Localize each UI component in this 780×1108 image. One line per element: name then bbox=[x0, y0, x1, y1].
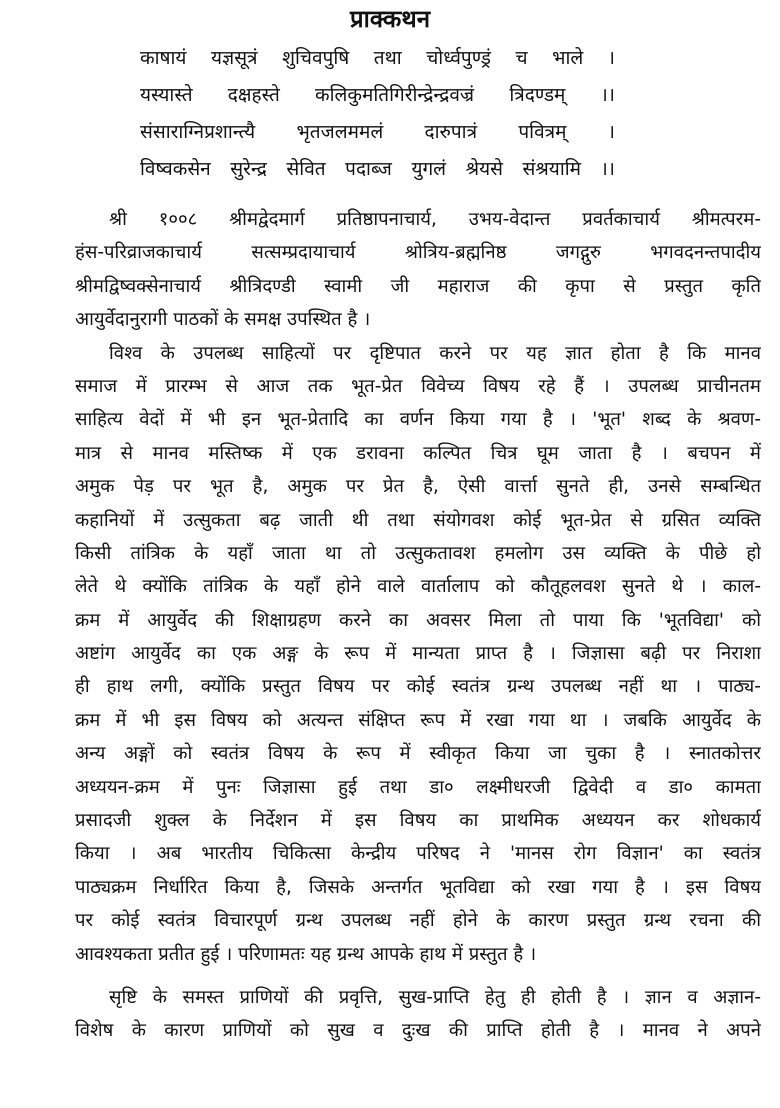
text-line: पर कोई स्वतंत्र विचारपूर्ण ग्रन्थ उपलब्ध नहीं होने के कारण प्रस्तुत ग्रन्थ रचना की bbox=[75, 910, 761, 932]
text-line: किसी तांत्रिक के यहाँ जाता था तो उत्सुकतावश हमलोग उस व्यक्ति के पीछे हो bbox=[75, 542, 761, 564]
verse-line: विष्वकसेन सुरेन्द्र सेवित पदाब्ज युगलं श्रेयसे संश्रयामि ।। bbox=[140, 158, 615, 180]
verse-line: यस्यास्ते दक्षहस्ते कलिकुमतिगिरीन्द्रेन्द्रवज्रं त्रिदण्डम् ।। bbox=[140, 84, 615, 106]
text-line: श्री १००८ श्रीमद्वेदमार्ग प्रतिष्ठापनाचार्य, उभय-वेदान्त प्रवर्तकाचार्य श्रीमत्परम- bbox=[109, 209, 761, 230]
text-line: अमुक पेड़ पर भूत है, अमुक पर प्रेत है, ऐसी वार्त्ता सुनते ही, उनसे सम्बन्धित bbox=[75, 476, 761, 498]
text-line: साहित्य वेदों में भी इन भूत-प्रेतादि का वर्णन किया गया है । 'भूत' शब्द के श्रवण- bbox=[75, 409, 761, 431]
text-line: अध्ययन-क्रम में पुनः जिज्ञासा हुई तथा डा० लक्ष्मीधरजी द्विवेदी व डा० कामता bbox=[75, 776, 761, 798]
text-line: लेते थे क्योंकि तांत्रिक के यहाँ होने वाले वार्तालाप को कौतूहलवश सुनते थे । काल- bbox=[75, 576, 761, 598]
verse-block bbox=[140, 40, 615, 188]
text-line: मात्र से मानव मस्तिष्क में एक डरावना कल्पित चित्र घूम जाता है । बचपन में bbox=[75, 442, 761, 464]
text-line: आयुर्वेदानुरागी पाठकों के समक्ष उपस्थित है । bbox=[75, 309, 371, 331]
verse-line: संसाराग्निप्रशान्त्यै भृतजलममलं दारुपात्रं पवित्रम् । bbox=[140, 121, 615, 143]
text-line: प्रसादजी शुक्ल के निर्देशन में इस विषय का प्राथमिक अध्ययन कर शोधकार्य bbox=[75, 810, 761, 832]
verse-line: काषायं यज्ञसूत्रं शुचिवपुषि तथा चोर्ध्वपुण्ड्रं च भाले । bbox=[140, 47, 615, 69]
text-line: सृष्टि के समस्त प्राणियों की प्रवृत्ति, सुख-प्राप्ति हेतु ही होती है । ज्ञान व अज्ञान- bbox=[109, 986, 761, 1008]
paragraph bbox=[75, 337, 761, 971]
text-line: क्रम में आयुर्वेद की शिक्षाग्रहण करने का अवसर मिला तो पाया कि 'भूतविद्या' को bbox=[75, 609, 761, 631]
text-line: अष्टांग आयुर्वेद का एक अङ्ग के रूप में मान्यता प्राप्त है । जिज्ञासा बढ़ी पर निराशा bbox=[75, 643, 761, 665]
text-line: किया । अब भारतीय चिकित्सा केन्द्रीय परिषद ने 'मानस रोग विज्ञान' का स्वतंत्र bbox=[75, 843, 761, 865]
text-line: क्रम में भी इस विषय को अत्यन्त संक्षिप्त रूप में रखा गया था । जबकि आयुर्वेद के bbox=[75, 709, 761, 731]
text-line: हंस-परिव्राजकाचार्य सत्सम्प्रदायाचार्य श्रोत्रिय-ब्रह्मनिष्ठ जगद्गुरु भगवदनन्तपादीय bbox=[75, 242, 761, 264]
text-line: पाठ्यक्रम निर्धारित किया है, जिसके अन्तर्गत भूतविद्या को रखा गया है । इस विषय bbox=[75, 876, 761, 898]
text-line: समाज में प्रारम्भ से आज तक भूत-प्रेत विवेच्य विषय रहे हैं । उपलब्ध प्राचीनतम bbox=[75, 375, 761, 397]
paragraph-gap bbox=[75, 971, 761, 981]
text-line: आवश्यकता प्रतीत हुई । परिणामतः यह ग्रन्थ आपके हाथ में प्रस्तुत है । bbox=[75, 943, 537, 965]
text-line: विश्व के उपलब्ध साहित्यों पर दृष्टिपात करने पर यह ज्ञात होता है कि मानव bbox=[109, 342, 761, 364]
text-line: ही हाथ लगी, क्योंकि प्रस्तुत विषय पर कोई स्वतंत्र ग्रन्थ उपलब्ध नहीं था । पाठ्य- bbox=[75, 676, 761, 698]
paragraph bbox=[75, 981, 761, 1048]
text-line: कहानियों में उत्सुकता बढ़ जाती थी तथा संयोगवश कोई भूत-प्रेत से ग्रसित व्यक्ति bbox=[75, 509, 761, 531]
text-line: विशेष के कारण प्राणियों को सुख व दुःख की प्राप्ति होती है । मानव ने अपने bbox=[75, 1020, 761, 1042]
page-title: प्राक्कथन bbox=[349, 5, 431, 33]
body-text bbox=[75, 203, 761, 1048]
paragraph bbox=[75, 203, 761, 337]
text-line: अन्य अङ्गों को स्वतंत्र विषय के रूप में स्वीकृत किया जा चुका है । स्नातकोत्तर bbox=[75, 743, 761, 765]
text-line: श्रीमद्विष्वक्सेनाचार्य श्रीत्रिदण्डी स्वामी जी महाराज की कृपा से प्रस्तुत कृति bbox=[75, 275, 761, 297]
